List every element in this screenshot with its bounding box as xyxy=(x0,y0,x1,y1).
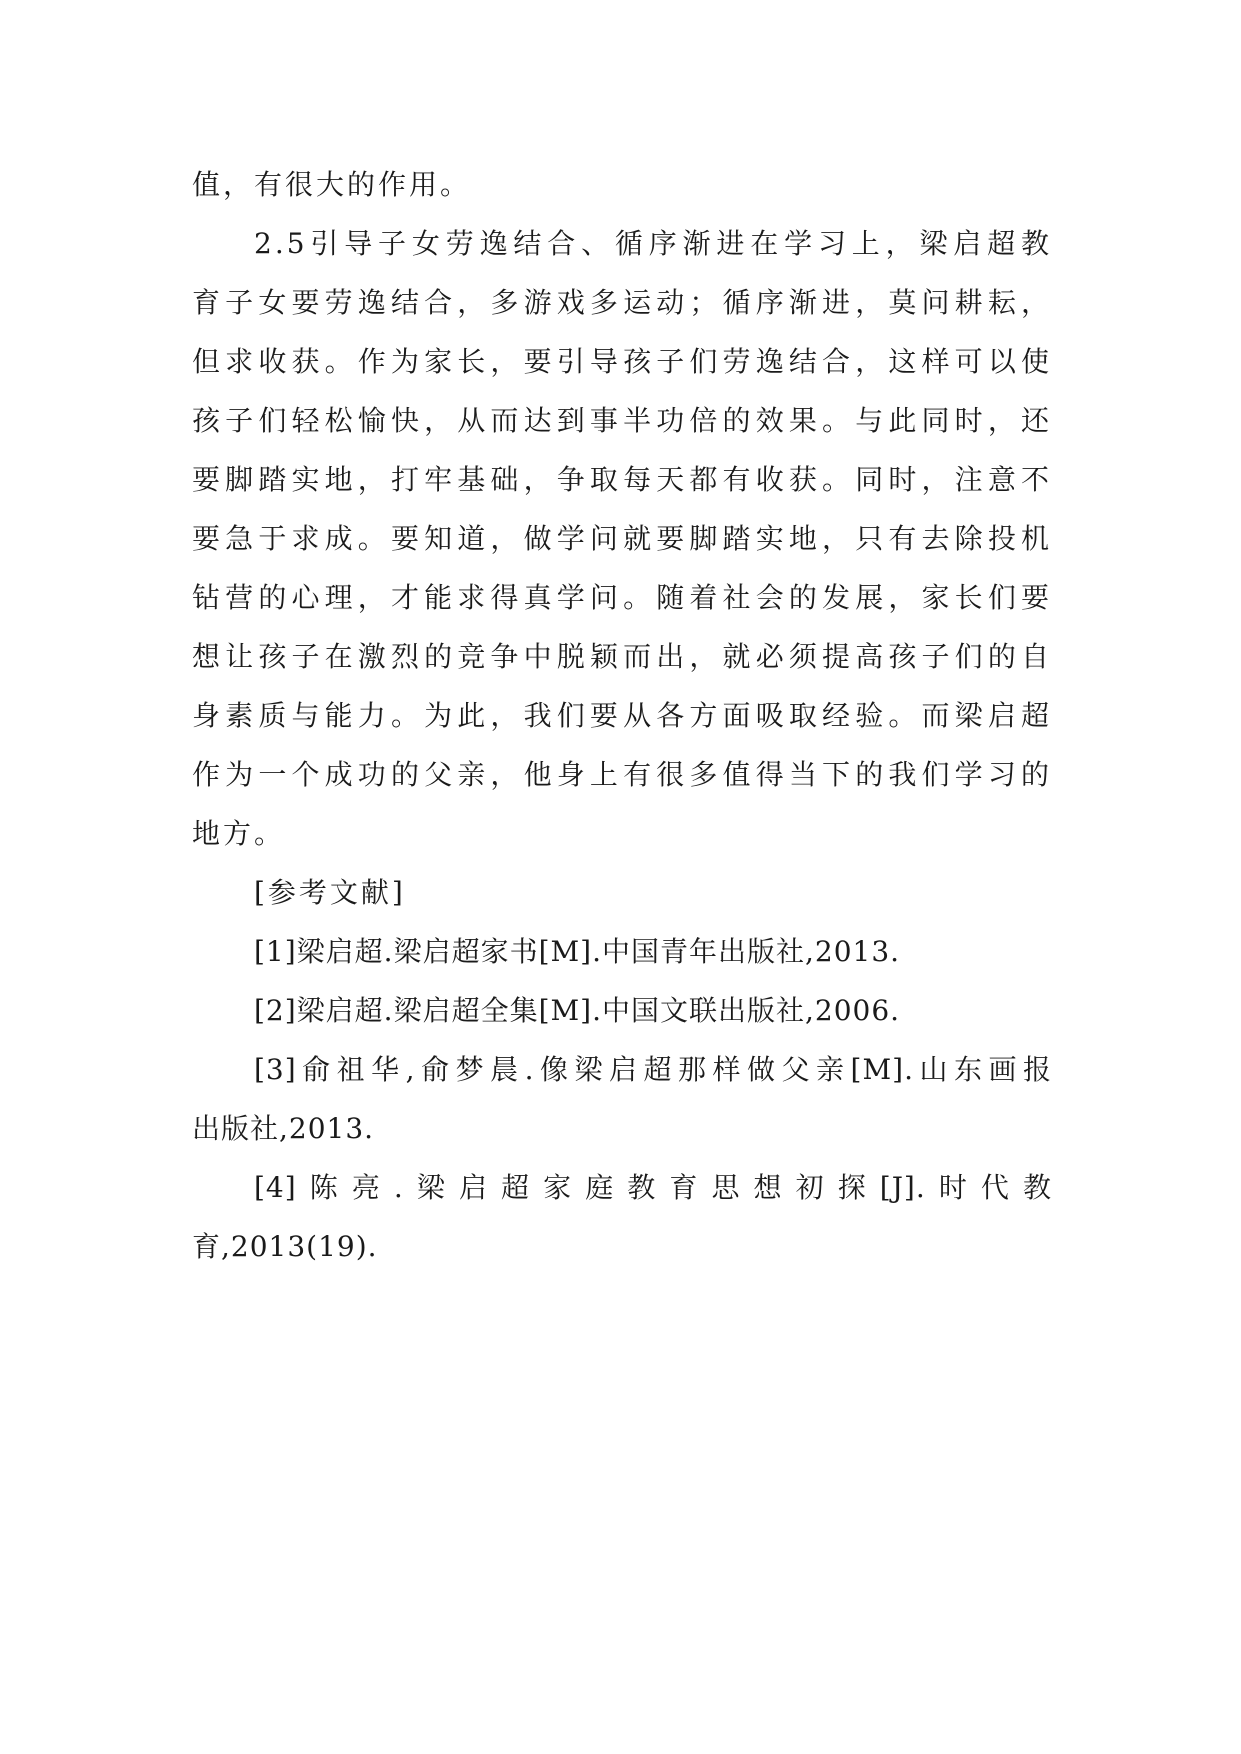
reference-item-continuation: 出版社,2013. xyxy=(192,1112,375,1145)
body-line: 身素质与能力。为此，我们要从各方面吸取经验。而梁启超 xyxy=(192,699,1052,732)
document-page xyxy=(192,155,1052,1276)
body-line: 想让孩子在激烈的竞争中脱颖而出，就必须提高孩子们的自 xyxy=(192,640,1052,673)
body-line: 要脚踏实地，打牢基础，争取每天都有收获。同时，注意不 xyxy=(192,463,1052,496)
body-line: 要急于求成。要知道，做学问就要脚踏实地，只有去除投机 xyxy=(192,522,1052,555)
reference-item: [3]俞祖华,俞梦晨.像梁启超那样做父亲[M].山东画报 xyxy=(254,1053,1052,1086)
section-heading-line: 2.5引导子女劳逸结合、循序渐进在学习上，梁启超教 xyxy=(254,227,1052,260)
reference-item: [4]陈亮.梁启超家庭教育思想初探[J].时代教 xyxy=(254,1171,1052,1204)
body-line: 作为一个成功的父亲，他身上有很多值得当下的我们学习的 xyxy=(192,758,1052,791)
body-line: 地方。 xyxy=(192,817,286,850)
body-line: 育子女要劳逸结合，多游戏多运动；循序渐进，莫问耕耘， xyxy=(192,286,1052,319)
reference-item-continuation: 育,2013(19). xyxy=(192,1230,378,1263)
reference-item: [2]梁启超.梁启超全集[M].中国文联出版社,2006. xyxy=(254,994,901,1027)
body-line: 值，有很大的作用。 xyxy=(192,168,472,201)
body-line: 钻营的心理，才能求得真学问。随着社会的发展，家长们要 xyxy=(192,581,1052,614)
reference-item: [1]梁启超.梁启超家书[M].中国青年出版社,2013. xyxy=(254,935,901,968)
body-line: 但求收获。作为家长，要引导孩子们劳逸结合，这样可以使 xyxy=(192,345,1052,378)
references-heading: [参考文献] xyxy=(254,876,406,909)
body-line: 孩子们轻松愉快，从而达到事半功倍的效果。与此同时，还 xyxy=(192,404,1052,437)
